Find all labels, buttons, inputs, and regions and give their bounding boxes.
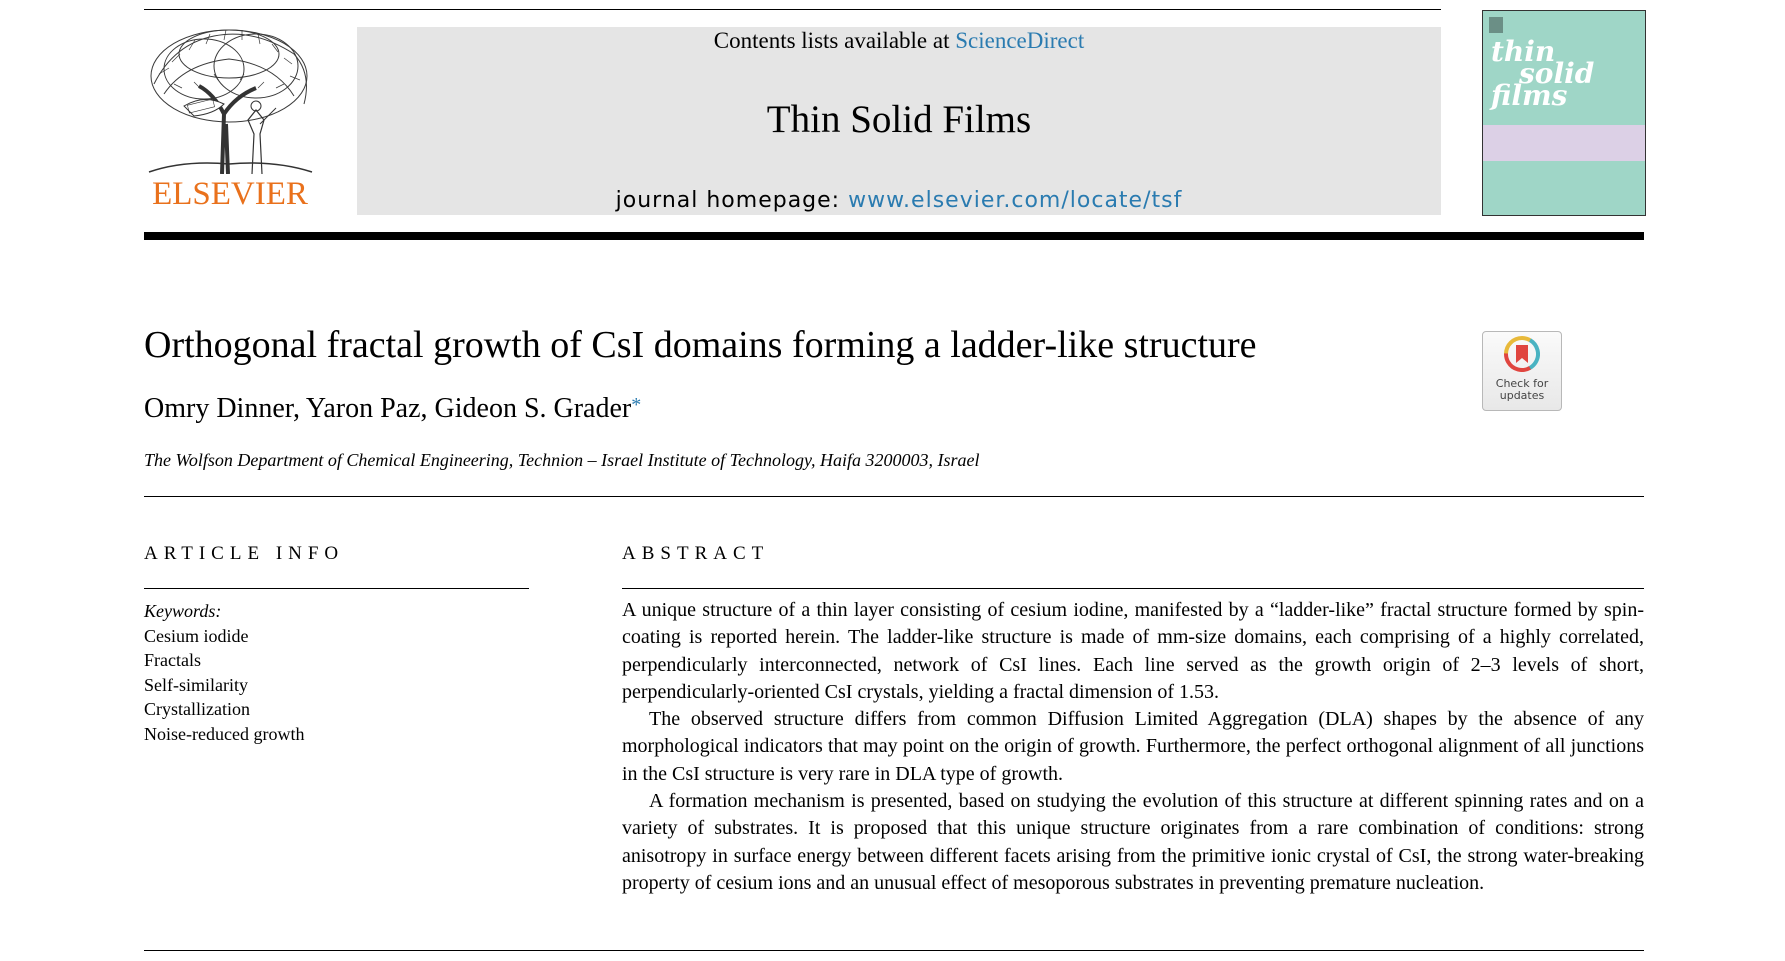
- journal-cover-thumbnail[interactable]: [1482, 10, 1646, 216]
- abstract-body: [622, 597, 1644, 897]
- section-divider: [144, 496, 1644, 497]
- keywords-label: Keywords:: [144, 601, 222, 621]
- keyword-item: Crystallization: [144, 699, 250, 720]
- keyword-item: Cesium iodide: [144, 625, 249, 646]
- corresponding-author-mark[interactable]: *: [631, 394, 642, 416]
- abstract-rule: [622, 588, 1644, 589]
- keywords-block: [144, 599, 304, 747]
- article-info-heading: ARTICLE INFO: [144, 543, 345, 564]
- check-for-updates-badge[interactable]: [1482, 331, 1562, 411]
- cover-title-line: films: [1491, 79, 1568, 112]
- author-list: [144, 391, 641, 427]
- article-info-rule: [144, 588, 529, 589]
- journal-title: Thin Solid Films: [766, 98, 1032, 141]
- journal-homepage-line: [357, 187, 1441, 215]
- publisher-wordmark: ELSEVIER: [152, 176, 308, 212]
- header-thick-rule: [144, 232, 1644, 240]
- cover-title-line: solid: [1519, 57, 1595, 90]
- authors-text: Omry Dinner, Yaron Paz, Gideon S. Grader: [144, 393, 632, 424]
- homepage-prefix: journal homepage:: [615, 188, 849, 213]
- contents-prefix: Contents lists available at: [713, 28, 956, 53]
- badge-label-line: updates: [1499, 389, 1545, 402]
- crossmark-icon: [1504, 336, 1540, 372]
- cover-title-art: [1491, 35, 1595, 112]
- sciencedirect-link[interactable]: ScienceDirect: [955, 28, 1085, 53]
- article-title: Orthogonal fractal growth of CsI domains forming a ladder-like structure: [144, 324, 1257, 366]
- abstract-paragraph: A formation mechanism is presented, based on studying the evolution of this structure at different spinning rates and on a variety of substrates. It is proposed that this unique structure originates from a rare combination of conditions: strong anisotropy in surface energy between different facets arising from the primitive ionic crystal of CsI, the strong water-breaking property of cesium ions and an unusual effect of mesoporous substrates in preventing premature nucleation.: [622, 790, 1644, 894]
- abstract-paragraph: The observed structure differs from common Diffusion Limited Aggregation (DLA) shapes by the absence of any morphological indicators that may point on the origin of growth. Furthermore, the perfect orthogonal alignment of all junctions in the CsI structure is very rare in DLA type of growth.: [622, 708, 1644, 785]
- cover-logo-icon: [1489, 17, 1503, 33]
- abstract-paragraph: A unique structure of a thin layer consisting of cesium iodine, manifested by a “ladder-like” fractal structure formed by spin-coating is reported herein. The ladder-like structure is made of mm-size domains, each comprising of a highly correlated, perpendicularly interconnected, network of CsI lines. Each line served as the growth origin of 2–3 levels of short, perpendicularly-oriented CsI crystals, yielding a fractal dimension of 1.53.: [622, 599, 1644, 703]
- keyword-item: Noise-reduced growth: [144, 723, 305, 744]
- keyword-item: Self-similarity: [144, 674, 248, 695]
- badge-label-line: Check for: [1495, 377, 1549, 390]
- top-rule: [144, 9, 1441, 10]
- contents-line: [357, 26, 1441, 56]
- author-affiliation: The Wolfson Department of Chemical Engineering, Technion – Israel Institute of Technology, Haifa 3200003, Israel: [144, 450, 980, 470]
- abstract-heading: ABSTRACT: [622, 543, 770, 564]
- badge-label: [1483, 378, 1561, 402]
- cover-title-line: thin: [1491, 35, 1556, 68]
- keyword-item: Fractals: [144, 650, 201, 671]
- elsevier-tree-logo: [144, 24, 314, 174]
- bottom-rule: [144, 950, 1644, 951]
- cover-band: [1483, 125, 1645, 161]
- homepage-link[interactable]: www.elsevier.com/locate/tsf: [848, 188, 1183, 213]
